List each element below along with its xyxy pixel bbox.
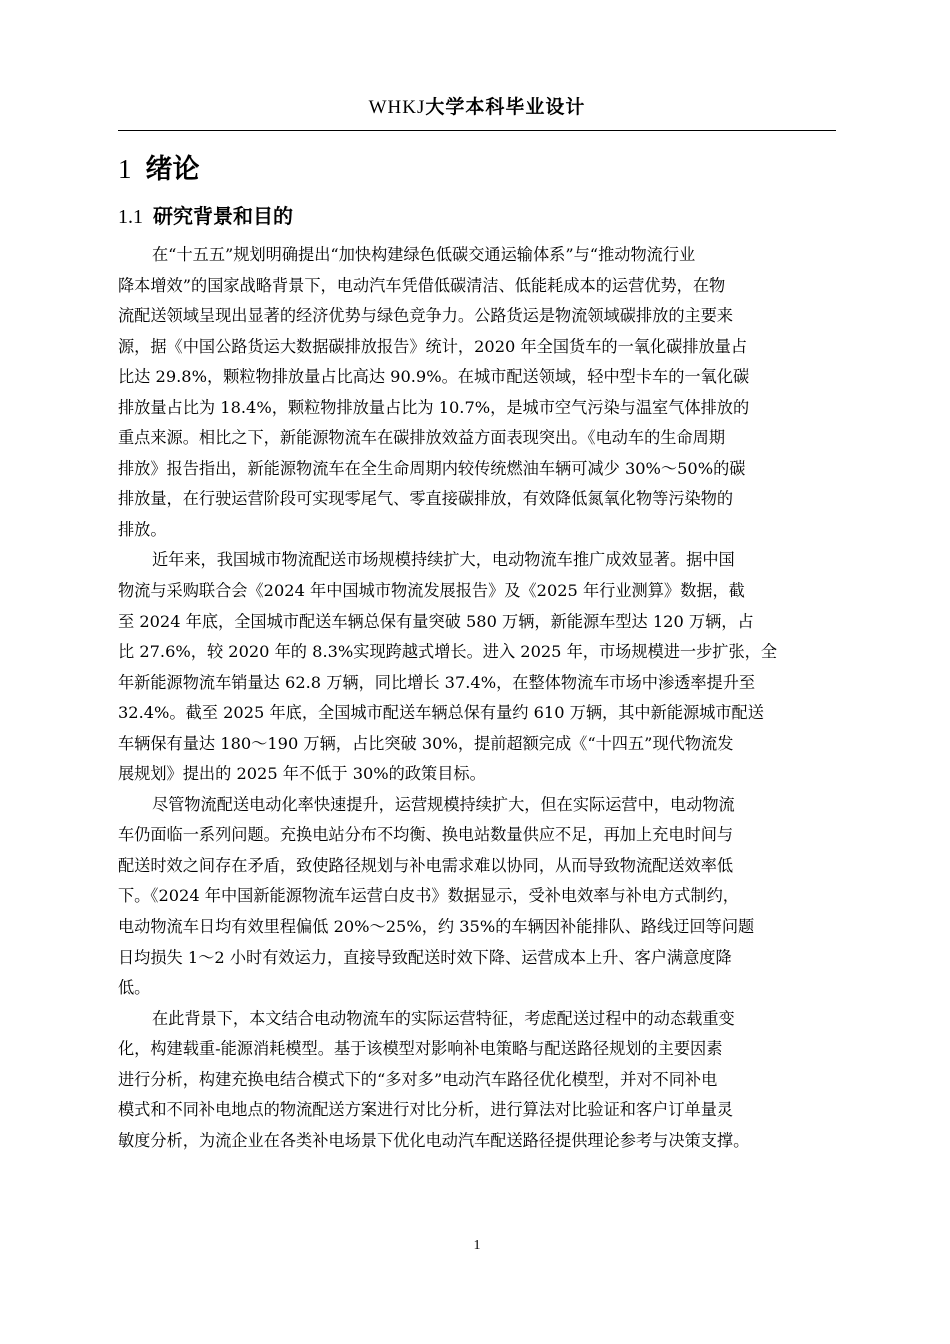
text-line: 模式和不同补电地点的物流配送方案进行对比分析，进行算法对比验证和客户订单量灵 (118, 1100, 734, 1120)
text-line: 至 2024 年底，全国城市配送车辆总保有量突破 580 万辆，新能源车型达 120 万辆，占 (118, 611, 754, 631)
text-line: 车辆保有量达 180～190 万辆，占比突破 30%，提前超额完成《“十四五”现代物流发 (118, 733, 734, 753)
paragraph (118, 1004, 840, 1157)
text-line: 重点来源。相比之下，新能源物流车在碳排放效益方面表现突出。《电动车的生命周期 (118, 428, 726, 448)
text-line: 近年来，我国城市物流配送市场规模持续扩大，电动物流车推广成效显著。据中国 (152, 550, 735, 570)
text-line: 流配送领域呈现出显著的经济优势与绿色竞争力。公路货运是物流领域碳排放的主要来 (118, 306, 734, 326)
text-line: 排放。 (118, 519, 167, 539)
text-line: 降本增效”的国家战略背景下，电动汽车凭借低碳清洁、低能耗成本的运营优势，在物 (118, 275, 726, 295)
chapter-title-text: 绪论 (145, 154, 200, 185)
text-line: 进行分析，构建充换电结合模式下的“多对多”电动汽车路径优化模型，并对不同补电 (118, 1069, 718, 1089)
text-line: 电动物流车日均有效里程偏低 20%～25%，约 35%的车辆因补能排队、路线迂回等问题 (118, 917, 755, 937)
text-line: 化，构建载重-能源消耗模型。基于该模型对影响补电策略与配送路径规划的主要因素 (118, 1039, 723, 1059)
text-line: 排放量，在行驶运营阶段可实现零尾气、零直接碳排放，有效降低氮氧化物等污染物的 (118, 489, 734, 509)
text-line: 在此背景下，本文结合电动物流车的实际运营特征，考虑配送过程中的动态载重变 (152, 1008, 735, 1028)
paragraph (118, 545, 840, 789)
text-line: 日均损失 1～2 小时有效运力，直接导致配送时效下降、运营成本上升、客户满意度降 (118, 947, 732, 967)
text-line: 下。《2024 年中国新能源物流车运营白皮书》数据显示，受补电效率与补电方式制约， (118, 886, 739, 906)
text-line: 敏度分析，为流企业在各类补电场景下优化电动汽车配送路径提供理论参考与决策支撑。 (118, 1130, 750, 1150)
paragraph (118, 240, 840, 545)
chapter-title (118, 147, 200, 186)
text-line: 年新能源物流车销量达 62.8 万辆，同比增长 37.4%，在整体物流车市场中渗透率提升至 (118, 672, 756, 692)
header-prefix: WHKJ (368, 97, 426, 118)
page-number: 1 (473, 1238, 481, 1253)
section-title (118, 200, 293, 229)
body-text (118, 240, 840, 1156)
text-line: 排放量占比为 18.4%，颗粒物排放量占比为 10.7%，是城市空气污染与温室气体排放的 (118, 397, 750, 417)
text-line: 展规划》提出的 2025 年不低于 30%的政策目标。 (118, 764, 486, 784)
text-line: 尽管物流配送电动化率快速提升，运营规模持续扩大，但在实际运营中，电动物流 (152, 794, 735, 814)
section-title-text: 研究背景和目的 (153, 204, 293, 228)
text-line: 比 27.6%，较 2020 年的 8.3%实现跨越式增长。进入 2025 年，市场规模进一步扩张，全 (118, 642, 778, 662)
text-line: 在“十五五”规划明确提出“加快构建绿色低碳交通运输体系”与“推动物流行业 (152, 245, 696, 264)
header-title: 大学本科毕业设计 (425, 96, 586, 118)
paragraph (118, 790, 840, 1004)
running-header (118, 92, 836, 119)
text-line: 配送时效之间存在矛盾，致使路径规划与补电需求难以协同，从而导致物流配送效率低 (118, 855, 734, 875)
text-line: 物流与采购联合会《2024 年中国城市物流发展报告》及《2025 年行业测算》数据，截 (118, 581, 745, 601)
text-line: 低。 (118, 978, 151, 998)
text-line: 车仍面临一系列问题。充换电站分布不均衡、换电站数量供应不足，再加上充电时间与 (118, 825, 734, 845)
text-line: 32.4%。截至 2025 年底，全国城市配送车辆总保有量约 610 万辆，其中新能源城市配送 (118, 703, 764, 723)
section-number: 1.1 (118, 206, 143, 228)
text-line: 比达 29.8%，颗粒物排放量占比高达 90.9%。在城市配送领域，轻中型卡车的一氧化碳 (118, 367, 750, 387)
text-line: 排放》报告指出，新能源物流车在全生命周期内较传统燃油车辆可减少 30%～50%的碳 (118, 458, 746, 478)
text-line: 源，据《中国公路货运大数据碳排放报告》统计，2020 年全国货车的一氧化碳排放量占 (118, 336, 748, 356)
header-divider (118, 130, 836, 131)
chapter-number: 1 (118, 154, 132, 184)
